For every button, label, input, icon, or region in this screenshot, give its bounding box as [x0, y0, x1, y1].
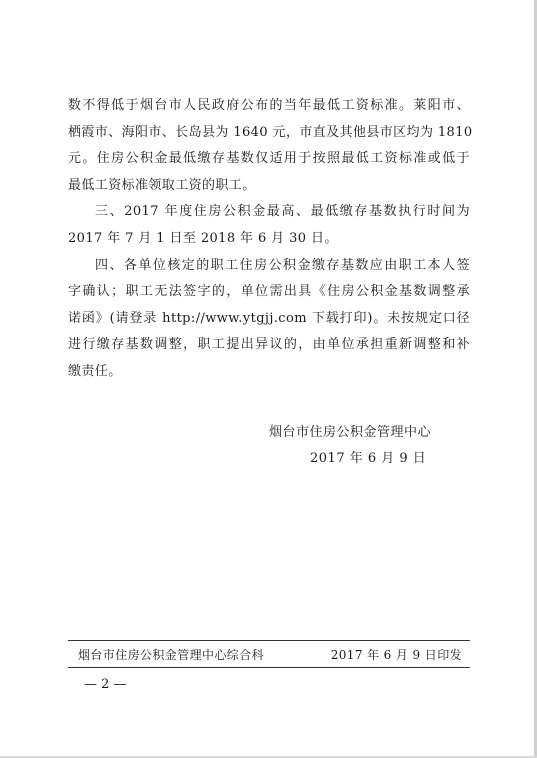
text-line: 数不得低于烟台市人民政府公布的当年最低工资标准。莱阳市、	[68, 98, 470, 113]
text-line: 栖霞市、海阳市、长岛县为 1640 元，市直及其他县市区均为 1810	[68, 124, 473, 140]
text-line: 进行缴存基数调整，职工提出异议的，由单位承担重新调整和补	[68, 337, 470, 353]
footer-rule-top	[68, 640, 470, 641]
paragraph-execution-period	[68, 199, 470, 252]
text-line: 四、各单位核定的职工住房公积金缴存基数应由职工本人签	[95, 257, 470, 273]
text-line: 缴责任。	[68, 363, 122, 379]
page-number: — 2 —	[84, 677, 127, 692]
paragraph-minimum-base	[68, 93, 473, 199]
text-line: 最低工资标准领取工资的职工。	[68, 177, 256, 193]
footer-rule-bottom	[68, 667, 470, 668]
footer-print-date: 2017 年 6 月 9 日印发	[330, 648, 462, 662]
text-line: 三、2017 年度住房公积金最高、最低缴存基数执行时间为	[95, 204, 470, 220]
signature-date: 2017 年 6 月 9 日	[310, 451, 427, 466]
document-body	[68, 93, 473, 386]
text-line: 元。住房公积金最低缴存基数仅适用于按照最低工资标准或低于	[68, 151, 470, 167]
paragraph-signature-confirmation	[68, 253, 470, 386]
text-line: 字确认；职工无法签字的，单位需出具《住房公积金基数调整承	[68, 284, 470, 300]
signature-organization: 烟台市住房公积金管理中心	[269, 425, 432, 440]
footer-issuer: 烟台市住房公积金管理中心综合科	[78, 648, 265, 662]
text-line: 2017 年 7 月 1 日至 2018 年 6 月 30 日。	[68, 230, 338, 246]
issuance-footer	[68, 645, 470, 665]
text-line: 诺函》(请登录 http://www.ytgjj.com 下载打印)。未按规定口径	[68, 310, 470, 326]
